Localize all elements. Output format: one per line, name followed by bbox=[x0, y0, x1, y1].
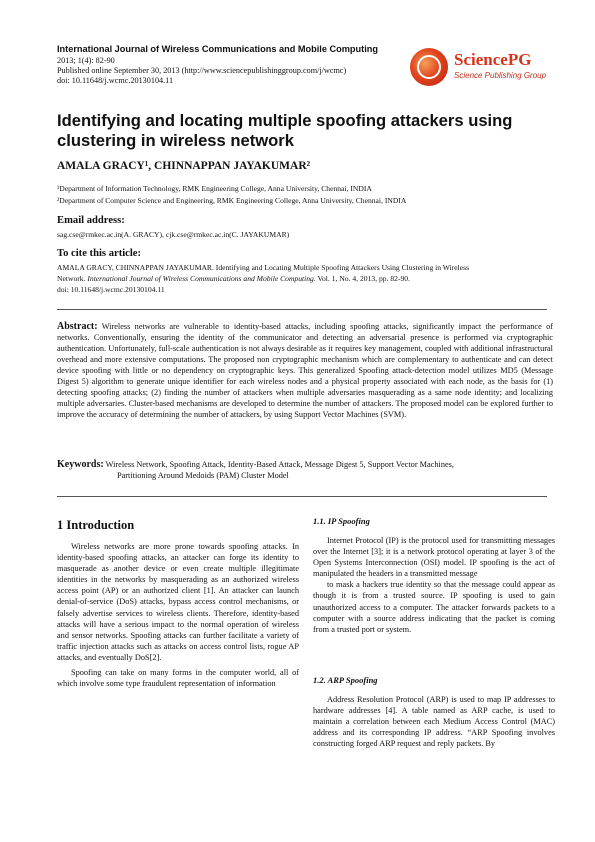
arp-paragraph-1: Address Resolution Protocol (ARP) is used to map IP addresses to hardware addresses [4]. A table named as ARP cache, is used to maintain a correlation between each Medium Access Control (MAC) address and its corresponding IP address. “ARP Spoofing involves constructing forged ARP request and reply packets. By bbox=[313, 695, 555, 749]
divider-bottom bbox=[57, 496, 547, 497]
subsection-heading-ip-spoofing: 1.1. IP Spoofing bbox=[313, 516, 370, 526]
journal-issue: 2013; 1(4): 82-90 bbox=[57, 56, 115, 65]
logo-name: SciencePG bbox=[454, 50, 532, 69]
journal-name: International Journal of Wireless Communications and Mobile Computing bbox=[57, 44, 378, 54]
section-heading-introduction: 1 Introduction bbox=[57, 518, 135, 532]
intro-paragraph-1: Wireless networks are more prone towards spoofing attacks. In identity-based spoofing attacks, an attacker can forge its identity to masquerade as another device or even create multiple illegitimate identities in the networks by masquerading as an authorized wireless access point (AP) or an authorized client [1]. An attacker can launch denial-of-service (DoS) attacks, bypass access control mechanisms, or falsely advertise services to wireless clients. Therefore, identity-based attacks will have a serious impact to the normal operation of wireless and sensor networks. Spoofing attacks can further facilitate a variety of traffic injection attacks such as attacks on access control lists, rogue AP attacks, and eventually DoS[2]. bbox=[57, 542, 299, 662]
citation-journal: International Journal of Wireless Communications and Mobile Computing. bbox=[87, 274, 316, 283]
paper-authors: AMALA GRACY¹, CHINNAPPAN JAYAKUMAR² bbox=[57, 160, 311, 172]
abstract bbox=[57, 321, 553, 420]
logo-globe-icon bbox=[410, 48, 448, 86]
ip-paragraph-1: Internet Protocol (IP) is the protocol used for transmitting messages over the Internet [3]; it is a network protocol operating at layer 3 of the Open Systems Interconnection (OSI) model. IP spoofing is the act of manipulated the headers in a transmitted message bbox=[313, 536, 555, 579]
cite-heading: To cite this article: bbox=[57, 248, 142, 259]
affiliation-2: ²Department of Computer Science and Engineering, RMK Engineering College, Anna University, Chennai, INDIA bbox=[57, 196, 407, 205]
email-heading: Email address: bbox=[57, 215, 125, 226]
publisher-logo bbox=[410, 48, 548, 88]
ip-paragraph-2: to mask a hackers true identity so that the message could appear as though it is from a trusted source. IP spoofing is used to gain unauthorized access to a computer. The attacker forwards packets to a computer with a source address indicating that the packet is coming from a trusted port or system. bbox=[313, 580, 555, 634]
abstract-text: Wireless networks are vulnerable to identity-based attacks, including spoofing attacks, significantly impact the performance of networks. Conventionally, ensuring the identity of the communicator and detecting an adversarial presence is performed via cryptographic authentication. Unfortunately, full-scale authentication is not always desirable as it requires key management, coupled with additional infrastructural overhead and more extensive computations. The proposed non cryptographic mechanism which are complementary to authenticate and can detect device spoofing with little or no dependency on cryptographic keys. This generalized Spoofing attack-detection model utilizes MD5 (Message Digest 5) algorithm to generate unique identifier for each wireless nodes and a physical property associated with each node, as the basis for (1) detecting spoofing attacks; (2) finding the number of attackers when multiple adversaries masquerading as a same node identity; and localizing multiple adversaries. Cluster-based mechanisms are developed to determine the number of attackers. The proposed model can be explored further to improve the accuracy of determining the number of attackers, by using Support Vector Machines (SVM). bbox=[57, 322, 553, 419]
subsection-heading-arp-spoofing: 1.2. ARP Spoofing bbox=[313, 675, 378, 685]
citation-prefix: Network. bbox=[57, 274, 88, 283]
logo-tagline: Science Publishing Group bbox=[454, 71, 547, 80]
affiliation-1: ¹Department of Information Technology, RMK Engineering College, Anna University, Chennai, INDIA bbox=[57, 184, 372, 193]
intro-paragraph-2: Spoofing can take on many forms in the computer world, all of which involve some type fraudulent representation of information bbox=[57, 668, 299, 689]
citation-volume: Vol. 1, No. 4, 2013, pp. 82-90. bbox=[315, 274, 410, 283]
divider-top bbox=[57, 309, 547, 310]
arp-spoofing-body bbox=[313, 694, 555, 749]
keywords-line-1: Wireless Network, Spoofing Attack, Identity-Based Attack, Message Digest 5, Support Vector Machines, bbox=[105, 460, 454, 469]
ip-spoofing-body bbox=[313, 535, 555, 635]
keywords bbox=[57, 459, 553, 481]
keywords-line-2: Partitioning Around Medoids (PAM) Cluster Model bbox=[117, 471, 289, 480]
citation-doi: doi: 10.11648/j.wcmc.20130104.11 bbox=[57, 285, 165, 294]
publication-info: Published online September 30, 2013 (http://www.sciencepublishinggroup.com/j/wcmc) bbox=[57, 66, 347, 75]
keywords-label: Keywords: bbox=[57, 459, 104, 470]
header-doi: doi: 10.11648/j.wcmc.20130104.11 bbox=[57, 76, 174, 85]
abstract-label: Abstract: bbox=[57, 321, 98, 332]
paper-title: Identifying and locating multiple spoofing attackers using clustering in wireless network bbox=[57, 111, 513, 150]
email-addresses: sag.cse@rmkec.ac.in(A. GRACY), cjk.cse@rmkec.ac.in(C. JAYAKUMAR) bbox=[57, 230, 290, 239]
introduction-body bbox=[57, 541, 299, 689]
citation-line-2 bbox=[57, 274, 547, 284]
citation-line-1: AMALA GRACY, CHINNAPPAN JAYAKUMAR. Identifying and Locating Multiple Spoofing Attackers Using Clustering in Wireless bbox=[57, 263, 470, 272]
